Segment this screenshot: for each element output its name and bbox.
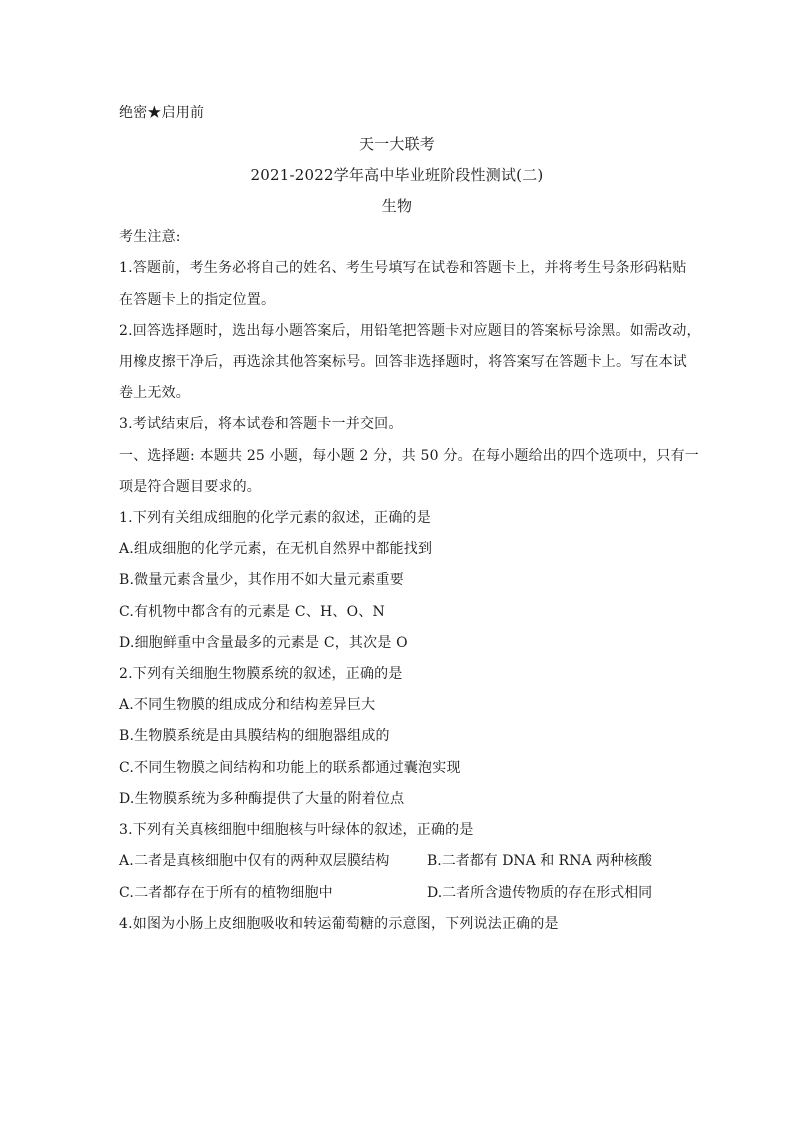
subject-title: 生物 bbox=[381, 197, 413, 215]
question-stem: 1.下列有关组成细胞的化学元素的叙述，正确的是 bbox=[119, 510, 431, 526]
notice-line: 2.回答选择题时，选出每小题答案后，用铅笔把答题卡对应题目的答案标号涂黑。如需改动， bbox=[119, 323, 701, 339]
question-option: C.有机物中都含有的元素是 C、H、O、N bbox=[119, 604, 385, 620]
question-option: C.不同生物膜之间结构和功能上的联系都通过囊泡实现 bbox=[119, 760, 461, 776]
question-option: B.二者都有 DNA 和 RNA 两种核酸 bbox=[427, 853, 653, 869]
notice-line: 在答题卡上的指定位置。 bbox=[119, 292, 276, 308]
question-option: A.不同生物膜的组成成分和结构差异巨大 bbox=[119, 697, 376, 713]
notice-line: 用橡皮擦干净后，再选涂其他答案标号。回答非选择题时，将答案写在答题卡上。写在本试 bbox=[119, 354, 687, 370]
organizer-title: 天一大联考 bbox=[358, 135, 435, 153]
notice-line: 卷上无效。 bbox=[119, 385, 190, 401]
notice-line: 3.考试结束后，将本试卷和答题卡一并交回。 bbox=[119, 416, 403, 432]
question-option: A.二者是真核细胞中仅有的两种双层膜结构 bbox=[119, 853, 390, 869]
confidential-label: 绝密★启用前 bbox=[119, 105, 205, 121]
question-stem: 4.如图为小肠上皮细胞吸收和转运葡萄糖的示意图，下列说法正确的是 bbox=[119, 916, 559, 932]
question-stem: 3.下列有关真核细胞中细胞核与叶绿体的叙述，正确的是 bbox=[119, 822, 474, 838]
question-option: C.二者都存在于所有的植物细胞中 bbox=[119, 885, 333, 901]
section-heading-cont: 项是符合题目要求的。 bbox=[119, 479, 261, 495]
question-option: D.细胞鲜重中含量最多的元素是 C，其次是 O bbox=[119, 635, 408, 651]
question-option: B.微量元素含量少，其作用不如大量元素重要 bbox=[119, 572, 404, 588]
notice-line: 1.答题前，考生务必将自己的姓名、考生号填写在试卷和答题卡上，并将考生号条形码粘贴 bbox=[119, 260, 687, 276]
question-stem: 2.下列有关细胞生物膜系统的叙述，正确的是 bbox=[119, 666, 403, 682]
section-heading: 一、选择题: 本题共 25 小题，每小题 2 分，共 50 分。在每小题给出的四个选项中，只有一 bbox=[119, 448, 700, 464]
exam-title: 2021-2022学年高中毕业班阶段性测试(二) bbox=[250, 166, 544, 184]
question-option: B.生物膜系统是由具膜结构的细胞器组成的 bbox=[119, 728, 390, 744]
question-option: D.生物膜系统为多种酶提供了大量的附着位点 bbox=[119, 791, 405, 807]
notice-title: 考生注意: bbox=[119, 229, 181, 245]
question-option: D.二者所含遗传物质的存在形式相同 bbox=[427, 885, 653, 901]
question-option: A.组成细胞的化学元素，在无机自然界中都能找到 bbox=[119, 541, 433, 557]
